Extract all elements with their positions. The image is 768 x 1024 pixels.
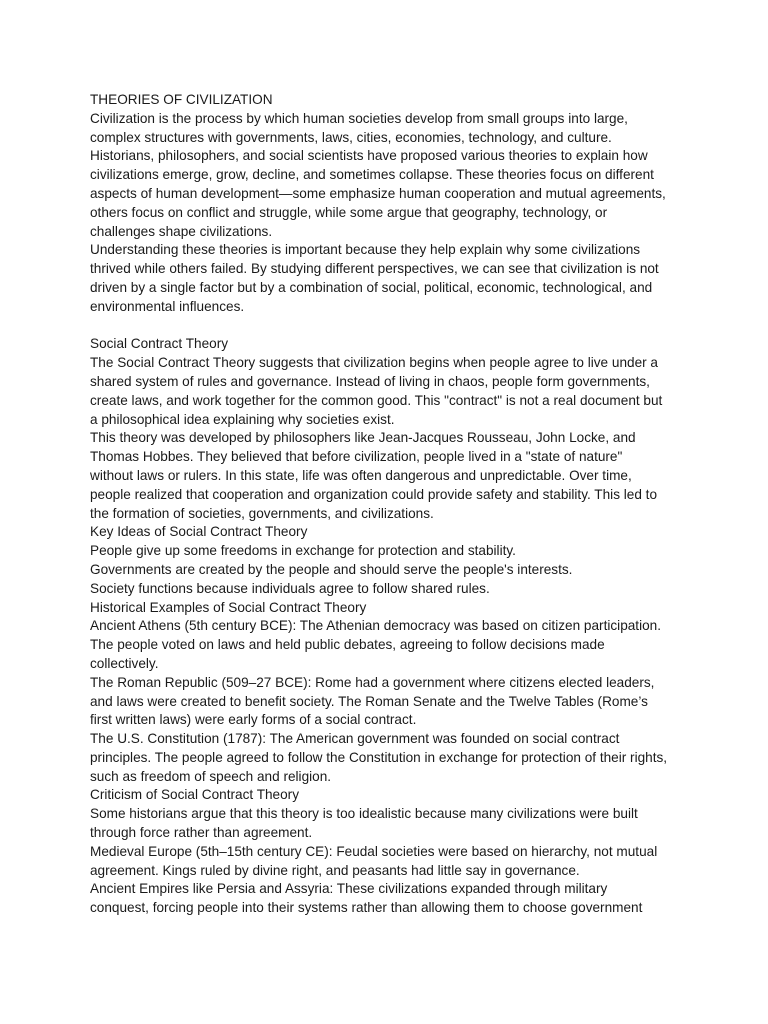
example-us-constitution bbox=[90, 730, 690, 786]
text-line: through force rather than agreement. bbox=[90, 825, 313, 841]
text-line: such as freedom of speech and religion. bbox=[90, 768, 332, 784]
sct-paragraph-2 bbox=[90, 429, 690, 523]
criticism-heading: Criticism of Social Contract Theory bbox=[90, 787, 300, 803]
text-line: complex structures with governments, laws, cities, economies, technology, and culture. bbox=[90, 129, 612, 145]
text-line: Medieval Europe (5th–15th century CE): Feudal societies were based on hierarchy, not mutual bbox=[90, 843, 658, 859]
text-line: conquest, forcing people into their systems rather than allowing them to choose government bbox=[90, 900, 643, 916]
text-line: collectively. bbox=[90, 655, 159, 671]
text-line: people realized that cooperation and organization could provide safety and stability. This led to bbox=[90, 486, 658, 502]
text-line: shared system of rules and governance. Instead of living in chaos, people form governments, bbox=[90, 373, 650, 389]
text-line: create laws, and work together for the common good. This "contract" is not a real document but bbox=[90, 392, 663, 408]
text-line: The people voted on laws and held public debates, agreeing to follow decisions made bbox=[90, 637, 605, 653]
list-item: People give up some freedoms in exchange for protection and stability. bbox=[90, 543, 516, 559]
text-line: thrived while others failed. By studying different perspectives, we can see that civilization is not bbox=[90, 261, 659, 277]
text-line: challenges shape civilizations. bbox=[90, 223, 273, 239]
list-item: Governments are created by the people and should serve the people's interests. bbox=[90, 561, 573, 577]
text-line: Thomas Hobbes. They believed that before civilization, people lived in a "state of nature" bbox=[90, 449, 623, 465]
sct-paragraph-1 bbox=[90, 354, 690, 429]
document-title: THEORIES OF CIVILIZATION bbox=[90, 92, 273, 107]
text-line: others focus on conflict and struggle, while some argue that geography, technology, or bbox=[90, 204, 608, 220]
example-rome bbox=[90, 674, 690, 730]
text-line: agreement. Kings ruled by divine right, and peasants had little say in governance. bbox=[90, 862, 580, 878]
text-line: principles. The people agreed to follow the Constitution in exchange for protection of their rights, bbox=[90, 749, 668, 765]
criticism-paragraph bbox=[90, 805, 690, 843]
text-line: civilizations emerge, grow, decline, and sometimes collapse. These theories focus on different bbox=[90, 167, 654, 183]
examples-heading: Historical Examples of Social Contract Theory bbox=[90, 599, 367, 615]
intro-paragraph-2 bbox=[90, 241, 690, 316]
document-page bbox=[90, 91, 690, 918]
text-line: The Roman Republic (509–27 BCE): Rome had a government where citizens elected leaders, bbox=[90, 674, 655, 690]
text-line: first written laws) were early forms of a social contract. bbox=[90, 712, 417, 728]
text-line: and laws were created to benefit society. The Roman Senate and the Twelve Tables (Rome’s bbox=[90, 693, 648, 709]
blank-line bbox=[90, 317, 690, 336]
text-line: Some historians argue that this theory is too idealistic because many civilizations were built bbox=[90, 806, 638, 822]
text-line: The Social Contract Theory suggests that civilization begins when people agree to live under a bbox=[90, 355, 658, 371]
text-line: Ancient Athens (5th century BCE): The Athenian democracy was based on citizen participation. bbox=[90, 618, 662, 634]
section-heading: Social Contract Theory bbox=[90, 336, 229, 352]
list-item: Society functions because individuals agree to follow shared rules. bbox=[90, 580, 490, 596]
text-line: Historians, philosophers, and social scientists have proposed various theories to explain how bbox=[90, 148, 648, 164]
text-line: the formation of societies, governments, and civilizations. bbox=[90, 505, 434, 521]
key-ideas-heading: Key Ideas of Social Contract Theory bbox=[90, 524, 308, 540]
text-line: Understanding these theories is important because they help explain why some civilizations bbox=[90, 242, 641, 258]
intro-paragraph-1 bbox=[90, 110, 690, 242]
example-athens bbox=[90, 617, 690, 673]
key-ideas-list bbox=[90, 542, 690, 598]
text-line: a philosophical idea explaining why societies exist. bbox=[90, 411, 395, 427]
criticism-medieval-europe bbox=[90, 843, 690, 881]
text-line: aspects of human development—some emphasize human cooperation and mutual agreements, bbox=[90, 185, 666, 201]
text-line: without laws or rulers. In this state, life was often dangerous and unpredictable. Over time, bbox=[90, 467, 632, 483]
text-line: The U.S. Constitution (1787): The American government was founded on social contract bbox=[90, 731, 620, 747]
text-line: Civilization is the process by which human societies develop from small groups into large, bbox=[90, 110, 628, 126]
text-line: driven by a single factor but by a combination of social, political, economic, technological, and bbox=[90, 279, 653, 295]
text-line: environmental influences. bbox=[90, 298, 245, 314]
text-line: This theory was developed by philosophers like Jean-Jacques Rousseau, John Locke, and bbox=[90, 430, 636, 446]
text-line: Ancient Empires like Persia and Assyria: These civilizations expanded through military bbox=[90, 881, 608, 897]
criticism-ancient-empires bbox=[90, 880, 690, 918]
